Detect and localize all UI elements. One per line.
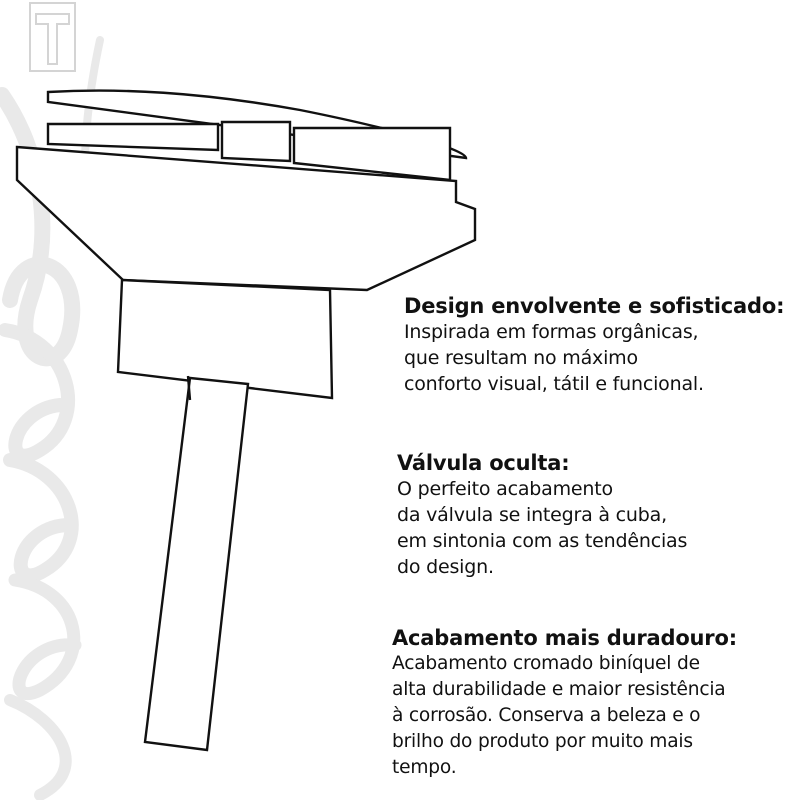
feature-text-line: tempo. bbox=[392, 757, 457, 778]
feature-text-line: conforto visual, tátil e funcional. bbox=[404, 373, 704, 395]
feature-text-line: Inspirada em formas orgânicas, bbox=[404, 321, 699, 343]
valve-collar bbox=[118, 280, 332, 398]
feature-title: Design envolvente e sofisticado: bbox=[404, 294, 785, 318]
feature-title: Acabamento mais duradouro: bbox=[392, 626, 737, 650]
feature-text-line: à corrosão. Conserva a beleza e o bbox=[392, 705, 701, 726]
feature-hidden-valve bbox=[397, 450, 687, 580]
feature-text-line: brilho do produto por muito mais bbox=[392, 731, 693, 752]
valve-stem bbox=[145, 378, 248, 750]
feature-text-line: em sintonia com as tendências bbox=[397, 530, 688, 552]
feature-text-line: O perfeito acabamento bbox=[397, 478, 613, 500]
feature-text-line: do design. bbox=[397, 556, 494, 578]
valve-rim-center bbox=[222, 122, 290, 161]
feature-title: Válvula oculta: bbox=[397, 451, 570, 475]
logo-t-icon bbox=[30, 3, 75, 71]
valve-rim-left bbox=[48, 124, 218, 150]
feature-durable-finish bbox=[392, 625, 737, 781]
feature-text-line: Acabamento cromado biníquel de bbox=[392, 653, 700, 674]
feature-design bbox=[404, 293, 784, 397]
feature-text-line: que resultam no máximo bbox=[404, 347, 638, 369]
feature-text-line: da válvula se integra à cuba, bbox=[397, 504, 667, 526]
feature-text-line: alta durabilidade e maior resistência bbox=[392, 679, 726, 700]
